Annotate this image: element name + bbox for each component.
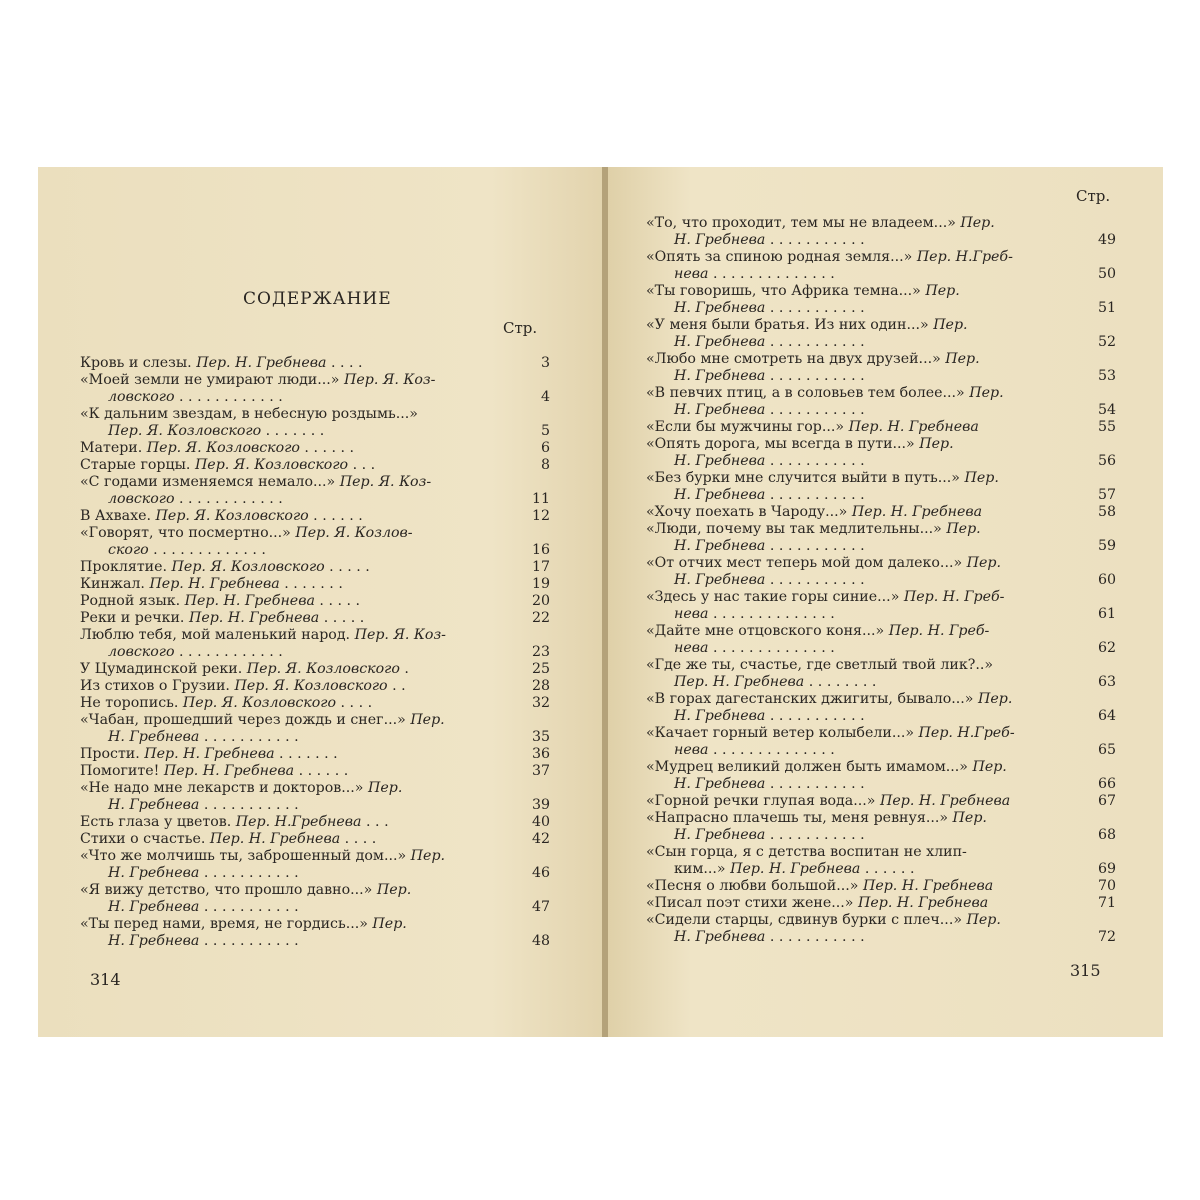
toc-entry-text: Есть глаза у цветов. Пер. Н.Гребнева . . .	[80, 814, 389, 830]
toc-entry-text: Н. Гребнева . . . . . . . . . . .	[108, 865, 299, 881]
toc-entry-page: 39	[531, 797, 550, 813]
toc-entry-text: «Сын горца, я с детства воспитан не хлип-	[646, 844, 967, 860]
toc-entry	[80, 763, 550, 780]
left-page	[38, 167, 604, 1037]
toc-entry	[646, 215, 1116, 249]
toc-entry-text: Кровь и слезы. Пер. Н. Гребнева . . . .	[80, 355, 363, 371]
toc-entry	[646, 385, 1116, 419]
toc-entry-page: 37	[531, 763, 550, 779]
toc-entry-page: 4	[540, 389, 550, 405]
toc-entry	[646, 351, 1116, 385]
toc-entry-text: ловского . . . . . . . . . . . .	[108, 389, 283, 405]
toc-entry-text: «То, что проходит, тем мы не владеем...» Пер.	[646, 215, 995, 231]
toc-entry	[80, 508, 550, 525]
toc-entry	[80, 627, 550, 661]
toc-entry-text: Пер. Н. Гребнева . . . . . . . .	[674, 674, 877, 690]
toc-entry	[646, 725, 1116, 759]
toc-entry-text: Не торопись. Пер. Я. Козловского . . . .	[80, 695, 373, 711]
toc-entry-text: «Любо мне смотреть на двух друзей...» Пер.	[646, 351, 980, 367]
toc-entry	[80, 457, 550, 474]
toc-entry	[646, 623, 1116, 657]
toc-entry-text: «Качает горный ветер колыбели...» Пер. Н.Греб-	[646, 725, 1015, 741]
toc-entry-text: Пер. Я. Козловского . . . . . . .	[108, 423, 325, 439]
toc-entry	[646, 810, 1116, 844]
toc-entry-page: 49	[1097, 232, 1116, 248]
toc-entry-page: 51	[1097, 300, 1116, 316]
toc-entry-text: Н. Гребнева . . . . . . . . . . .	[674, 402, 865, 418]
toc-entry	[80, 712, 550, 746]
toc-entry	[80, 661, 550, 678]
toc-entry-text: «Сидели старцы, сдвинув бурки с плеч...» Пер.	[646, 912, 1001, 928]
toc-entry-text: У Цумадинской реки. Пер. Я. Козловского .	[80, 661, 409, 677]
toc-entry	[80, 814, 550, 831]
toc-entry-text: Старые горцы. Пер. Я. Козловского . . .	[80, 457, 376, 473]
toc-entry-page: 22	[531, 610, 550, 626]
toc-entry-page: 70	[1097, 878, 1116, 894]
toc-entry	[80, 440, 550, 457]
toc-entry-text: Н. Гребнева . . . . . . . . . . .	[674, 538, 865, 554]
toc-entry-page: 47	[531, 899, 550, 915]
toc-entry-text: нева . . . . . . . . . . . . . .	[674, 606, 835, 622]
toc-entry-text: Родной язык. Пер. Н. Гребнева . . . . .	[80, 593, 361, 609]
toc-entry	[646, 317, 1116, 351]
toc-list-left	[80, 355, 550, 950]
toc-entry	[80, 576, 550, 593]
page-column-label: Стр.	[503, 319, 538, 337]
toc-entry-page: 8	[540, 457, 550, 473]
toc-entry	[646, 759, 1116, 793]
toc-entry-text: Прости. Пер. Н. Гребнева . . . . . . .	[80, 746, 338, 762]
toc-entry-page: 25	[531, 661, 550, 677]
toc-entry	[646, 878, 1116, 895]
toc-entry-text: Кинжал. Пер. Н. Гребнева . . . . . . .	[80, 576, 343, 592]
toc-entry	[80, 355, 550, 372]
toc-entry-page: 59	[1097, 538, 1116, 554]
toc-entry	[646, 521, 1116, 555]
toc-entry-text: Н. Гребнева . . . . . . . . . . .	[674, 453, 865, 469]
toc-entry-page: 66	[1097, 776, 1116, 792]
toc-entry-text: Люблю тебя, мой маленький народ. Пер. Я. Коз-	[80, 627, 446, 643]
toc-entry-text: нева . . . . . . . . . . . . . .	[674, 266, 835, 282]
page-number-right: 315	[1070, 961, 1101, 980]
toc-entry	[80, 474, 550, 508]
toc-entry-text: Матери. Пер. Я. Козловского . . . . . .	[80, 440, 355, 456]
toc-entry-text: «Здесь у нас такие горы синие...» Пер. Н. Греб-	[646, 589, 1005, 605]
toc-entry	[80, 593, 550, 610]
toc-entry-page: 48	[531, 933, 550, 949]
toc-entry-text: «Опять за спиною родная земля...» Пер. Н.Греб-	[646, 249, 1013, 265]
toc-entry-text: В Ахвахе. Пер. Я. Козловского . . . . . .	[80, 508, 363, 524]
toc-entry-page: 71	[1097, 895, 1116, 911]
page-number-left: 314	[90, 970, 121, 989]
toc-entry-text: «Ты говоришь, что Африка темна...» Пер.	[646, 283, 960, 299]
toc-entry	[80, 559, 550, 576]
toc-entry	[646, 657, 1116, 691]
toc-entry-text: Н. Гребнева . . . . . . . . . . .	[674, 232, 865, 248]
toc-entry-text: Н. Гребнева . . . . . . . . . . .	[674, 300, 865, 316]
toc-entry-text: Н. Гребнева . . . . . . . . . . .	[674, 368, 865, 384]
toc-entry-text: «Хочу поехать в Чароду...» Пер. Н. Гребнева	[646, 504, 983, 520]
toc-entry	[80, 525, 550, 559]
toc-entry-page: 69	[1097, 861, 1116, 877]
toc-entry-text: «Где же ты, счастье, где светлый твой лик?..»	[646, 657, 994, 673]
toc-entry	[646, 895, 1116, 912]
toc-entry-text: «Не надо мне лекарств и докторов...» Пер.	[80, 780, 403, 796]
toc-entry	[80, 882, 550, 916]
toc-entry-page: 65	[1097, 742, 1116, 758]
toc-entry-text: ского . . . . . . . . . . . . .	[108, 542, 266, 558]
toc-entry	[646, 470, 1116, 504]
toc-entry-text: Н. Гребнева . . . . . . . . . . .	[674, 334, 865, 350]
toc-entry	[646, 912, 1116, 946]
toc-entry-text: Реки и речки. Пер. Н. Гребнева . . . . .	[80, 610, 365, 626]
toc-entry-page: 50	[1097, 266, 1116, 282]
page-title: СОДЕРЖАНИЕ	[243, 289, 392, 309]
toc-entry-text: ловского . . . . . . . . . . . .	[108, 644, 283, 660]
toc-entry-page: 52	[1097, 334, 1116, 350]
toc-entry-page: 23	[531, 644, 550, 660]
toc-entry-text: Н. Гребнева . . . . . . . . . . .	[674, 708, 865, 724]
toc-entry-page: 62	[1097, 640, 1116, 656]
toc-entry	[80, 746, 550, 763]
toc-entry	[646, 436, 1116, 470]
toc-entry-text: «К дальним звездам, в небесную роздымь...»	[80, 406, 418, 422]
toc-entry	[646, 249, 1116, 283]
toc-entry-page: 56	[1097, 453, 1116, 469]
toc-entry-page: 12	[531, 508, 550, 524]
toc-entry	[80, 372, 550, 406]
toc-entry-text: Н. Гребнева . . . . . . . . . . .	[674, 929, 865, 945]
toc-entry	[80, 848, 550, 882]
toc-entry-page: 3	[540, 355, 550, 371]
toc-entry-text: «Что же молчишь ты, заброшенный дом...» Пер.	[80, 848, 446, 864]
toc-entry-text: «Напрасно плачешь ты, меня ревнуя...» Пер.	[646, 810, 987, 826]
toc-entry-page: 11	[531, 491, 550, 507]
toc-entry	[646, 691, 1116, 725]
toc-entry	[646, 283, 1116, 317]
toc-entry-page: 53	[1097, 368, 1116, 384]
toc-entry-page: 19	[531, 576, 550, 592]
toc-entry-text: нева . . . . . . . . . . . . . .	[674, 742, 835, 758]
toc-entry-text: «Я вижу детство, что прошло давно...» Пер.	[80, 882, 412, 898]
toc-entry-page: 63	[1097, 674, 1116, 690]
toc-entry	[646, 844, 1116, 878]
toc-entry-page: 61	[1097, 606, 1116, 622]
toc-entry-page: 35	[531, 729, 550, 745]
toc-entry-text: Н. Гребнева . . . . . . . . . . .	[108, 729, 299, 745]
toc-entry-text: Н. Гребнева . . . . . . . . . . .	[108, 933, 299, 949]
toc-entry-text: Н. Гребнева . . . . . . . . . . .	[674, 572, 865, 588]
toc-entry	[646, 555, 1116, 589]
toc-entry-text: «Чабан, прошедший через дождь и снег...» Пер.	[80, 712, 445, 728]
toc-entry-text: ким...» Пер. Н. Гребнева . . . . . .	[674, 861, 915, 877]
toc-entry-text: Н. Гребнева . . . . . . . . . . .	[674, 827, 865, 843]
toc-entry-text: ловского . . . . . . . . . . . .	[108, 491, 283, 507]
toc-entry	[646, 793, 1116, 810]
toc-entry-text: «Дайте мне отцовского коня...» Пер. Н. Греб-	[646, 623, 990, 639]
toc-entry	[646, 589, 1116, 623]
toc-entry-text: Проклятие. Пер. Я. Козловского . . . . .	[80, 559, 370, 575]
toc-entry-text: Из стихов о Грузии. Пер. Я. Козловского . .	[80, 678, 406, 694]
toc-entry-page: 42	[531, 831, 550, 847]
toc-list-right	[646, 215, 1116, 946]
toc-entry-text: нева . . . . . . . . . . . . . .	[674, 640, 835, 656]
toc-entry	[80, 831, 550, 848]
toc-entry-page: 17	[531, 559, 550, 575]
toc-entry	[646, 504, 1116, 521]
right-page	[608, 167, 1163, 1037]
toc-entry-text: «С годами изменяемся немало...» Пер. Я. Коз-	[80, 474, 432, 490]
toc-entry-text: «Писал поэт стихи жене...» Пер. Н. Гребнева	[646, 895, 989, 911]
toc-entry	[80, 610, 550, 627]
toc-entry-page: 28	[531, 678, 550, 694]
toc-entry-page: 46	[531, 865, 550, 881]
toc-entry-page: 54	[1097, 402, 1116, 418]
book-spread	[38, 167, 1163, 1037]
toc-entry	[80, 678, 550, 695]
toc-entry-text: «Если бы мужчины гор...» Пер. Н. Гребнева	[646, 419, 979, 435]
toc-entry-page: 67	[1097, 793, 1116, 809]
toc-entry-page: 36	[531, 746, 550, 762]
toc-entry-page: 20	[531, 593, 550, 609]
toc-entry-text: «В певчих птиц, а в соловьев тем более...» Пер.	[646, 385, 1004, 401]
toc-entry-text: Н. Гребнева . . . . . . . . . . .	[108, 899, 299, 915]
toc-entry-text: «Без бурки мне случится выйти в путь...» Пер.	[646, 470, 999, 486]
toc-entry-page: 58	[1097, 504, 1116, 520]
toc-entry-text: «У меня были братья. Из них один...» Пер.	[646, 317, 968, 333]
toc-entry-page: 40	[531, 814, 550, 830]
toc-entry-text: Н. Гребнева . . . . . . . . . . .	[674, 776, 865, 792]
toc-entry-text: «Песня о любви большой...» Пер. Н. Гребнева	[646, 878, 994, 894]
toc-entry-page: 60	[1097, 572, 1116, 588]
toc-entry-text: «Опять дорога, мы всегда в пути...» Пер.	[646, 436, 954, 452]
toc-entry-page: 6	[540, 440, 550, 456]
toc-entry-text: Н. Гребнева . . . . . . . . . . .	[674, 487, 865, 503]
toc-entry	[646, 419, 1116, 436]
toc-entry-text: Н. Гребнева . . . . . . . . . . .	[108, 797, 299, 813]
toc-entry-page: 64	[1097, 708, 1116, 724]
toc-entry-text: «Горной речки глупая вода...» Пер. Н. Гребнева	[646, 793, 1011, 809]
toc-entry-page: 16	[531, 542, 550, 558]
toc-entry-page: 32	[531, 695, 550, 711]
toc-entry-text: Помогите! Пер. Н. Гребнева . . . . . .	[80, 763, 349, 779]
toc-entry-page: 68	[1097, 827, 1116, 843]
toc-entry-text: «Моей земли не умирают люди...» Пер. Я. Коз-	[80, 372, 436, 388]
toc-entry	[80, 780, 550, 814]
toc-entry	[80, 916, 550, 950]
toc-entry-text: «В горах дагестанских джигиты, бывало...» Пер.	[646, 691, 1013, 707]
toc-entry-text: «Ты перед нами, время, не гордись...» Пер.	[80, 916, 407, 932]
toc-entry-page: 5	[540, 423, 550, 439]
toc-entry-text: «От отчих мест теперь мой дом далеко...» Пер.	[646, 555, 1002, 571]
toc-entry-text: «Говорят, что посмертно...» Пер. Я. Козлов-	[80, 525, 413, 541]
page-column-label-right: Стр.	[1076, 187, 1111, 205]
toc-entry	[80, 406, 550, 440]
toc-entry-page: 72	[1097, 929, 1116, 945]
toc-entry-page: 57	[1097, 487, 1116, 503]
toc-entry-text: «Мудрец великий должен быть имамом...» Пер.	[646, 759, 1007, 775]
toc-entry-page: 55	[1097, 419, 1116, 435]
toc-entry	[80, 695, 550, 712]
toc-entry-text: «Люди, почему вы так медлительны...» Пер.	[646, 521, 981, 537]
toc-entry-text: Стихи о счастье. Пер. Н. Гребнева . . . .	[80, 831, 377, 847]
